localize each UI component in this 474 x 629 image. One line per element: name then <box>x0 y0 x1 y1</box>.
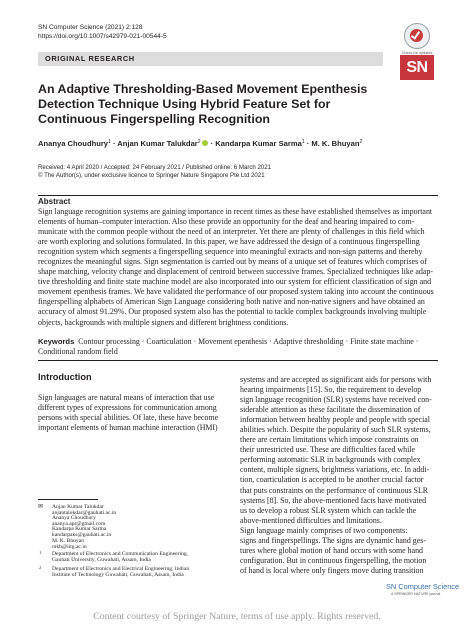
keywords-label: Keywords <box>38 337 75 346</box>
sn-logo: SN <box>400 55 434 80</box>
paper-title: An Adaptive Thresholding-Based Movement Epenthesis Detection Technique Using Hybrid Feature Set for Continuous Fingerspelling Recognition <box>38 82 368 127</box>
journal-reference <box>38 24 167 41</box>
affiliation-number: 1 <box>39 550 42 555</box>
abstract-heading: Abstract <box>38 197 71 206</box>
contact-email[interactable]: mkb@iitg.ac.in <box>52 543 87 550</box>
publication-dates: Received: 4 April 2020 / Accepted: 24 February 2021 / Published online: 6 March 2021 © The Author(s), under exclusive licence to Springer Nature Singapore Pte Ltd 2021 <box>38 164 272 180</box>
article-type-badge: ORIGINAL RESEARCH <box>38 52 383 66</box>
abstract-body: Sign language recognition systems are gaining importance in recent times as these have established themselves as important elements of human–computer interaction. Also these provide an opportunity for the deaf and hearing impaired to com- municate with the common people without the need of an interpreter. Yet there are plenty of challenges in this field which are worth exploring and solutions formulated. In this paper, we have addressed the design of a continuous fingerspelling recognition system which segments a fingerspelling sequence into meaningful extracts and non-sign patterns and thereby recognizes the meaningful signs. Sign segmentation is carried out by means of a unique set of features which comprises of shape matching, velocity change and displacement of centroid between successive frames. Specialized techniques like adap- tive thresholding and finite state machine model are also incorporated into our system for efficient classification of sign and movement epenthesis frames. We have validated the performance of our proposed system taking into account the continuous fingerspelling alphabets of American Sign Language considering both native and non-native signers and have obtained an accuracy of almost 91.29%. Our proposed system also has the potential to tackle complex backgrounds involving multiple objects, backgrounds with multiple signers and different brightness conditions. <box>38 207 434 327</box>
envelope-icon: ✉ <box>38 504 44 510</box>
footnote-rule <box>38 499 98 500</box>
author-name[interactable]: Ananya Choudhury <box>38 139 109 148</box>
courtesy-notice: Content courtesy of Springer Nature, terms of use apply. Rights reserved. <box>93 611 381 622</box>
journal-footer-name: SN Computer Science <box>386 582 460 591</box>
contact-email[interactable]: kandarpaks@gauhati.ac.in <box>52 532 112 539</box>
affiliation-number: 2 <box>39 565 42 570</box>
affiliation-line: Gauhati University, Guwahati, Assam, India <box>52 557 151 563</box>
introduction-heading: Introduction <box>38 372 92 382</box>
abstract-top-rule <box>38 195 438 196</box>
keywords: Keywords Contour processing · Coarticulation · Movement epenthesis · Adaptive thresholding · Finite state machine · Conditional random field <box>38 337 419 357</box>
author-name[interactable]: M. K. Bhuyan <box>311 139 360 148</box>
intro-left-column: Sign languages are natural means of interaction that use different types of expressions for communication among persons with special abilities. Of late, these have become important elements of human machine interaction (HMI) <box>38 393 219 433</box>
affiliation-line: Institute of Technology Guwahati, Guwahati, Assam, India <box>52 572 184 578</box>
author-name[interactable]: Kandarpa Kumar Sarma <box>215 139 302 148</box>
journal-footer-publisher: A SPRINGER NATURE journal <box>391 592 441 596</box>
check-for-updates-icon[interactable] <box>404 23 430 49</box>
check-for-updates-label: Check for updates <box>401 51 433 55</box>
affiliation-line: Department of Electronics and Electrical Engineering, Indian <box>52 566 190 572</box>
abstract-bottom-rule <box>38 360 438 361</box>
contact-email[interactable]: ananya.apr@gmail.com <box>52 521 106 528</box>
doi-link[interactable]: https://doi.org/10.1007/s42979-021-00544-5 <box>38 32 167 40</box>
contact-email[interactable]: anjantalukdar@gauhati.ac.in <box>52 510 117 516</box>
author-name[interactable]: Anjan Kumar Talukdar <box>117 139 198 148</box>
journal-line: SN Computer Science (2021) 2:128 <box>38 24 143 31</box>
affiliation-line: Department of Electronics and Communication Engineering, <box>52 551 189 557</box>
copyright-line: © The Author(s), under exclusive licence to Springer Nature Singapore Pte Ltd 2021 <box>38 172 265 180</box>
orcid-icon[interactable] <box>202 140 208 146</box>
intro-right-column: systems and are accepted as significant aids for persons with hearing impairments [15]. So, the requirement to develop sign language recognition (SLR) systems have received con- siderable attention as these facilitate the dissemination of information between healthy people and people with special abilities which. Despite the popularity of such SLR systems, there are certain limitations which impose constraints on their unrestricted use. These are difficulties faced while performing automatic SLR in backgrounds with complex content, multiple signers, brightness variations, etc. In addi- tion, coarticulation is accepted to be another crucial factor that puts constraints on the performance of continuous SLR systems [8]. So, the above-mentioned facts have motivated us to develop a robust SLR system which can tackle the above-mentioned difficulties and limitations. Sign language mainly comprises of two components: signs and fingerspellings. The signs are dynamic hand ges- tures where global motion of hand occurs with some hand configuration. But in continuous fingerspelling, the motion of hand is local where only fingers move during transition <box>240 375 432 575</box>
author-list: Ananya Choudhury$^1$ · Anjan Kumar Talukdar$^2$ · Kandarpa Kumar Sarma$^1$ · M. K. Bhuyan$^2$ <box>38 139 363 148</box>
